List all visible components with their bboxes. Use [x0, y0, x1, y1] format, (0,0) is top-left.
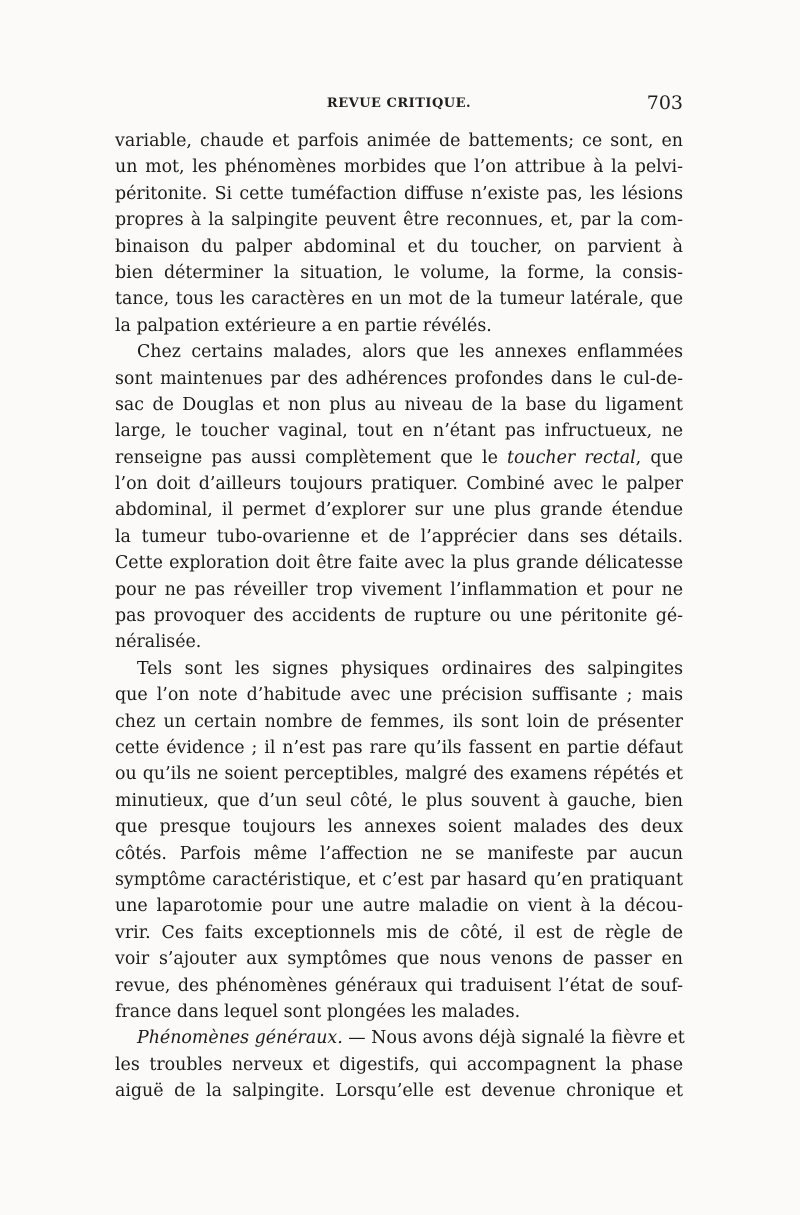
- text-line: la palpation extérieure a en partie révélés.: [115, 315, 492, 336]
- text-line: propres à la salpingite peuvent être reconnues, et, par la com-: [115, 210, 683, 231]
- text-line: france dans lequel sont plongées les malades.: [115, 1001, 521, 1022]
- text-line: sac de Douglas et non plus au niveau de la base du ligament: [115, 394, 683, 415]
- text-line: un mot, les phénomènes morbides que l’on attribue à la pelvi-: [115, 157, 683, 178]
- text-line: sont maintenues par des adhérences profondes dans le cul-de-: [115, 368, 683, 389]
- text-line: tance, tous les caractères en un mot de la tumeur latérale, que: [115, 289, 683, 310]
- text-line: pas provoquer des accidents de rupture ou une péritonite gé-: [115, 606, 683, 627]
- text-line: large, le toucher vaginal, tout en n’étant pas infructueux, ne: [115, 421, 683, 442]
- page-number: 703: [646, 92, 683, 114]
- text-line: revue, des phénomènes généraux qui traduisent l’état de souf-: [115, 975, 683, 996]
- text-line: bien déterminer la situation, le volume, la forme, la consis-: [115, 262, 683, 283]
- text-line: que presque toujours les annexes soient malades des deux: [115, 817, 683, 838]
- line-end: — Nous avons déjà signalé la fièvre et: [342, 1028, 685, 1049]
- text-line: abdominal, il permet d’explorer sur une plus grande étendue: [115, 500, 683, 521]
- text-line: une laparotomie pour une autre maladie on vient à la décou-: [115, 896, 683, 917]
- text-line: la tumeur tubo-ovarienne et de l’apprécier dans ses détails.: [115, 526, 683, 547]
- text-line: symptôme caractéristique, et c’est par hasard qu’en pratiquant: [115, 869, 683, 890]
- text-line: aiguë de la salpingite. Lorsqu’elle est devenue chronique et: [115, 1081, 683, 1102]
- section-heading-italic: Phénomènes généraux.: [137, 1028, 343, 1049]
- paragraph-first-line: Chez certains malades, alors que les annexes enflammées: [137, 342, 683, 363]
- text-line: minutieux, que d’un seul côté, le plus souvent à gauche, bien: [115, 790, 683, 811]
- italic-term: toucher rectal: [507, 447, 636, 468]
- text-line: l’on doit d’ailleurs toujours pratiquer. Combiné avec le palper: [115, 474, 683, 495]
- text-line: voir s’ajouter aux symptômes que nous venons de passer en: [115, 949, 683, 970]
- text-line: néralisée.: [115, 632, 202, 653]
- text-line: chez un certain nombre de femmes, ils sont loin de présenter: [115, 711, 683, 732]
- running-title: REVUE CRITIQUE.: [326, 96, 472, 111]
- text-line: binaison du palper abdominal et du toucher, on parvient à: [115, 236, 683, 257]
- text-line: que l’on note d’habitude avec une précision suffisante ; mais: [115, 685, 683, 706]
- text-line: péritonite. Si cette tuméfaction diffuse n’existe pas, les lésions: [115, 183, 683, 204]
- line-end: , que: [635, 447, 683, 468]
- text-line: [115, 445, 683, 471]
- paragraph-first-line: [115, 1025, 683, 1051]
- text-line: ou qu’ils ne soient perceptibles, malgré des examens répétés et: [115, 764, 683, 785]
- text-line: les troubles nerveux et digestifs, qui accompagnent la phase: [115, 1054, 683, 1075]
- text-line: pour ne pas réveiller trop vivement l’inflammation et pour ne: [115, 579, 683, 600]
- text-line: côtés. Parfois même l’affection ne se manifeste par aucun: [115, 843, 683, 864]
- paragraph-first-line: Tels sont les signes physiques ordinaires des salpingites: [137, 658, 683, 679]
- body-text: [115, 128, 683, 1104]
- text-line: vrir. Ces faits exceptionnels mis de côté, il est de règle de: [115, 922, 683, 943]
- text-line: Cette exploration doit être faite avec la plus grande délicatesse: [115, 553, 683, 574]
- text-line: cette évidence ; il n’est pas rare qu’ils fassent en partie défaut: [115, 737, 683, 758]
- text-line: variable, chaude et parfois animée de battements; ce sont, en: [115, 131, 683, 151]
- line-start: renseigne pas aussi complètement que le: [115, 447, 508, 468]
- page-header: [115, 92, 683, 120]
